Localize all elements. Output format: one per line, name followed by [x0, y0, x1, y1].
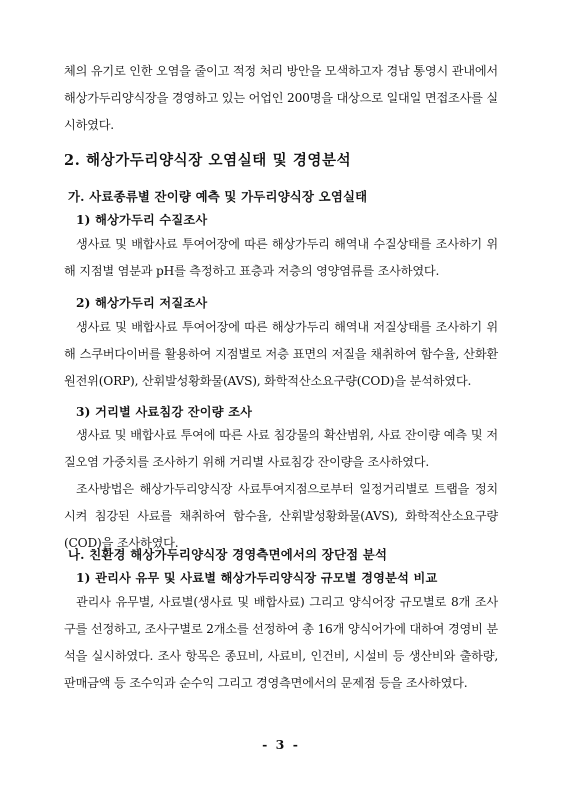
item-sediment-title: 2) 해상가두리 저질조사 [76, 296, 208, 310]
item-sinking-title: 3) 거리별 사료침강 잔이량 조사 [76, 405, 253, 419]
section-heading-block [64, 151, 498, 171]
intro-paragraph-block [64, 58, 498, 139]
item-1-body-block [64, 231, 498, 285]
item-management-body: 관리사 유무별, 사료별(생사료 및 배합사료) 그리고 양식어장 규모별로 8개 조사구를 선정하고, 조사구별로 2개소를 선정하여 총 16개 양식어가에 대하여 경영비 분석을 실시하였다. 조사 항목은 종묘비, 사료비, 인건비, 시설비 등 생산비와 출하량, 판매금액 등 조수익과 순수익 그리고 경영측면에서의 문제점 등을 조사하였다. [64, 595, 498, 690]
item-2-body-block [64, 314, 498, 395]
subsection-na-title: 나. 친환경 해상가두리양식장 경영측면에서의 장단점 분석 [68, 547, 388, 562]
subsection-ga-block [68, 187, 502, 207]
intro-paragraph: 체의 유기로 인한 오염을 줄이고 적정 처리 방안을 모색하고자 경남 통영시 관내에서 해상가두리양식장을 경영하고 있는 어업인 200명을 대상으로 일대일 면접조사를 실시하였다. [64, 64, 498, 132]
item-sinking-body-2: 조사방법은 해상가두리양식장 사료투여지점으로부터 일정거리별로 트랩을 정치시켜 침강된 사료를 채취하여 함수율, 산휘발성황화물(AVS), 화학적산소요구량(COD)을 조사하였다. [64, 482, 498, 550]
subsection-ga-title: 가. 사료종류별 잔이량 예측 및 가두리양식장 오염실태 [68, 189, 368, 204]
item-water-quality-title: 1) 해상가두리 수질조사 [76, 213, 208, 227]
page-number: - 3 - [262, 737, 300, 752]
item-water-quality-body: 생사료 및 배합사료 투여어장에 따른 해상가두리 해역내 수질상태를 조사하기 위해 지점별 염분과 pH를 측정하고 표층과 저층의 영양염류를 조사하였다. [64, 237, 498, 278]
item-sediment-body: 생사료 및 배합사료 투여어장에 따른 해상가두리 해역내 저질상태를 조사하기 위해 스쿠버다이버를 활용하여 지점별로 저층 표면의 저질을 채취하여 함수율, 산화환원전위(ORP), 산휘발성황화물(AVS), 화학적산소요구량(COD)을 분석하였다. [64, 320, 498, 388]
item-3-body-block [64, 422, 498, 557]
item-na-1-body-block [64, 589, 498, 697]
item-2-heading-block [76, 293, 510, 313]
item-na-1-heading-block [76, 568, 510, 588]
subsection-na-block [68, 545, 502, 565]
item-3-heading-block [76, 402, 510, 422]
item-management-title: 1) 관리사 유무 및 사료별 해상가두리양식장 규모별 경영분석 비교 [76, 571, 438, 585]
item-1-heading-block [76, 210, 510, 230]
item-sinking-body-1: 생사료 및 배합사료 투여에 따른 사료 침강물의 확산범위, 사료 잔이량 예측 및 저질오염 가중치를 조사하기 위해 거리별 사료침강 잔이량을 조사하였다. [64, 428, 498, 469]
section-2-title: 2. 해상가두리양식장 오염실태 및 경영분석 [64, 152, 352, 169]
